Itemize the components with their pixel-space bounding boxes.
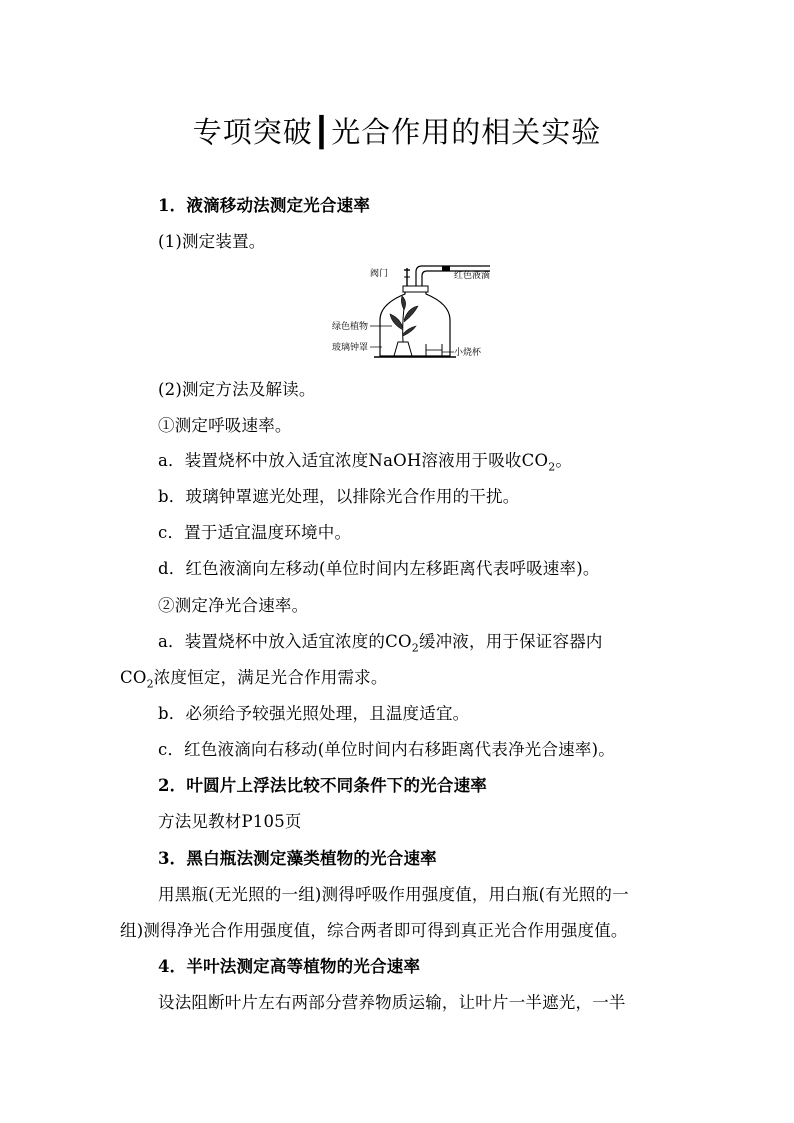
net-step-a2-cont: 浓度恒定，满足光合作用需求。 (153, 668, 388, 687)
respiration-heading: ①测定呼吸速率。 (158, 416, 292, 435)
section-4-heading: 4．半叶法测定高等植物的光合速率 (158, 957, 421, 976)
label-valve: 阀门 (370, 269, 389, 279)
section-2-heading: 2．叶圆片上浮法比较不同条件下的光合速率 (158, 776, 487, 795)
respiration-step-c: c．置于适宜温度环境中。 (158, 523, 352, 542)
page-title: 专项突破┃光合作用的相关实验 (192, 115, 602, 149)
section-3-text-line-1: 用黑瓶(无光照的一组)测得呼吸作用强度值，用白瓶(有光照的一 (158, 885, 629, 904)
subscript: 2 (548, 460, 556, 474)
bell-jar-icon (374, 286, 456, 357)
measurement-apparatus-diagram (330, 256, 510, 364)
section-1-sub-1: (1)测定装置。 (158, 232, 266, 251)
net-step-c: c．红色液滴向右移动(单位时间内右移距离代表净光合速率)。 (158, 740, 615, 759)
beaker-icon (426, 344, 442, 356)
section-3-text-line-2: 组)测得净光合作用强度值，综合两者即可得到真正光合作用强度值。 (120, 921, 628, 940)
subscript: 2 (411, 641, 419, 655)
net-step-a (158, 628, 603, 654)
respiration-step-b: b．玻璃钟罩遮光处理，以排除光合作用的干扰。 (158, 487, 520, 506)
section-2-text: 方法见教材P105页 (158, 812, 302, 831)
label-bell-jar: 玻璃钟罩 (332, 343, 369, 353)
label-red-drop: 红色液滴 (454, 271, 491, 281)
net-photosynthesis-heading: ②测定净光合速率。 (158, 596, 309, 615)
respiration-step-a-end: 。 (555, 451, 573, 470)
respiration-step-a-text: a．装置烧杯中放入适宜浓度NaOH溶液用于吸收CO (158, 451, 549, 470)
net-step-a-line-2 (120, 664, 388, 690)
respiration-step-d: d．红色液滴向左移动(单位时间内左移距离代表呼吸速率)。 (158, 559, 600, 578)
subscript: 2 (146, 677, 154, 691)
net-step-a2-text: CO (120, 668, 147, 687)
net-step-a-text: a．装置烧杯中放入适宜浓度的CO (158, 632, 412, 651)
section-3-heading: 3．黑白瓶法测定藻类植物的光合速率 (158, 849, 437, 868)
net-step-a-cont: 缓冲液，用于保证容器内 (418, 632, 603, 651)
section-4-text-line-1: 设法阻断叶片左右两部分营养物质运输，让叶片一半遮光，一半 (158, 993, 626, 1012)
section-1-heading: 1．液滴移动法测定光合速率 (158, 196, 371, 215)
plant-icon (390, 296, 418, 356)
respiration-step-a (158, 447, 572, 473)
valve-icon (404, 268, 410, 286)
label-beaker: 小烧杯 (454, 348, 482, 358)
section-1-sub-2: (2)测定方法及解读。 (158, 380, 316, 399)
label-green-plant: 绿色植物 (332, 322, 369, 332)
net-step-b: b．必须给予较强光照处理，且温度适宜。 (158, 704, 470, 723)
